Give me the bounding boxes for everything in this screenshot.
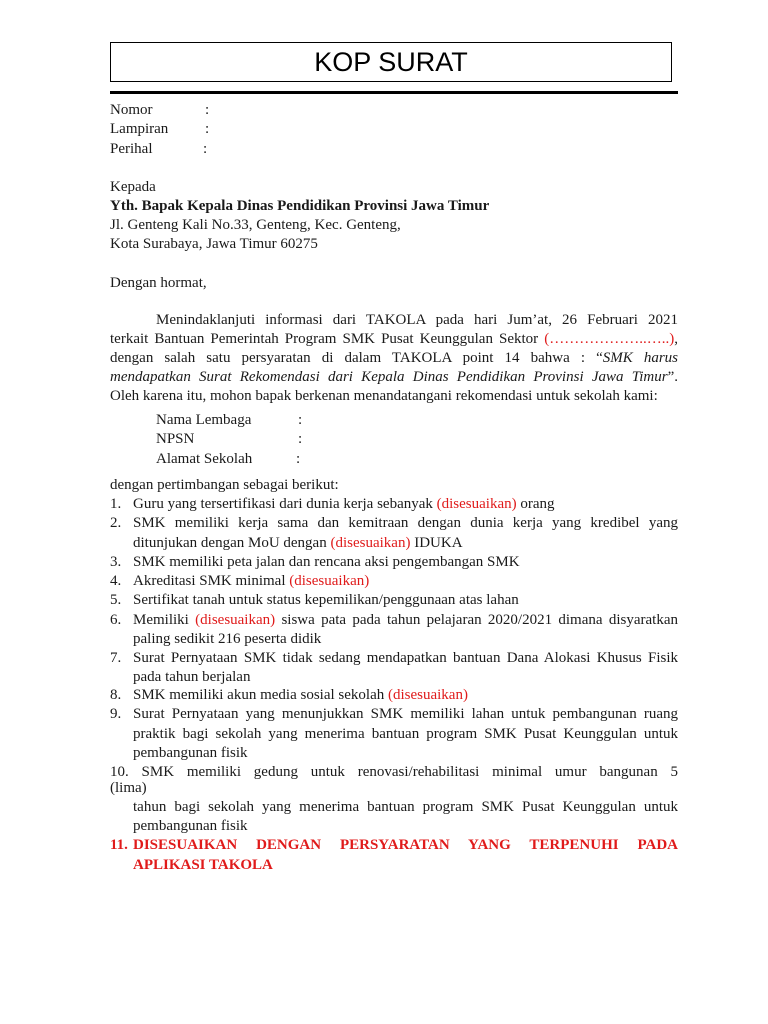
letterhead-title: KOP SURAT [314,46,468,77]
field-nomor [110,101,678,120]
list-item-cont: (lima) [110,780,147,796]
field-colon: : [205,121,210,137]
field-lampiran [110,120,678,139]
list-number: 11. [110,837,128,853]
list-item: Akreditasi SMK minimal (disesuaikan) [133,573,370,589]
recipient-name: Yth. Bapak Kepala Dinas Pendidikan Provinsi Jawa Timur [110,198,490,214]
field-label: Lampiran [110,121,169,137]
recipient-address-1: Jl. Genteng Kali No.33, Genteng, Kec. Genteng, [110,217,401,233]
list-item-cont: pada tahun berjalan [133,669,251,685]
paragraph-line-3: dengan salah satu persyaratan di dalam TAKOLA point 14 bahwa : “SMK harus [110,350,679,366]
list-number: 3. [110,554,122,570]
field-colon: : [205,102,210,118]
greeting: Dengan hormat, [110,275,207,291]
list-item: 10. SMK memiliki gedung untuk renovasi/rehabilitasi minimal umur bangunan 5 [110,764,678,780]
field-perihal [110,140,678,159]
letterhead-box [110,42,672,82]
list-item: Surat Pernyataan yang menunjukkan SMK memiliki lahan untuk pembangunan ruang [133,706,678,722]
list-item: Surat Pernyataan SMK tidak sedang mendapatkan bantuan Dana Alokasi Khusus Fisik [133,650,678,666]
school-npsn: NPSN : [156,431,303,447]
consider-intro: dengan pertimbangan sebagai berikut: [110,477,339,493]
school-alamat: Alamat Sekolah : [156,451,301,467]
list-item-cont: ditunjukan dengan MoU dengan (disesuaikan) IDUKA [133,535,463,551]
list-item-cont: APLIKASI TAKOLA [133,857,273,873]
list-number: 6. [110,612,122,628]
list-item: Sertifikat tanah untuk status kepemilikan/penggunaan atas lahan [133,592,519,608]
field-label: Perihal [110,141,153,157]
recipient-kepada: Kepada [110,179,156,195]
list-item: DISESUAIKAN DENGAN PERSYARATAN YANG TERPENUHI PADA [133,837,678,853]
list-item-cont: pembangunan fisik [133,745,248,761]
paragraph-line-5: Oleh karena itu, mohon bapak berkenan menandatangani rekomendasi untuk sekolah kami: [110,388,658,404]
school-nama: Nama Lembaga : [156,412,303,428]
list-number: 9. [110,706,122,722]
paragraph-line-1: Menindaklanjuti informasi dari TAKOLA pada hari Jum’at, 26 Februari 2021 [156,312,678,328]
list-number: 2. [110,515,122,531]
list-item-cont: praktik bagi sekolah yang menerima bantuan program SMK Pusat Keunggulan untuk [133,726,678,742]
list-number: 7. [110,650,122,666]
list-number: 1. [110,496,122,512]
paragraph-line-2: terkait Bantuan Pemerintah Program SMK Pusat Keunggulan Sektor (………………..…..), [110,331,678,347]
sector-placeholder: (………………..…..) [544,331,675,347]
letterhead-rule [110,91,678,94]
list-number: 5. [110,592,122,608]
field-colon: : [203,141,208,157]
recipient-address-2: Kota Surabaya, Jawa Timur 60275 [110,236,318,252]
list-item-cont: paling sedikit 216 peserta didik [133,631,322,647]
list-item: Guru yang tersertifikasi dari dunia kerja sebanyak (disesuaikan) orang [133,496,555,512]
list-number: 8. [110,687,122,703]
list-item: SMK memiliki kerja sama dan kemitraan dengan dunia kerja yang kredibel yang [133,515,678,531]
paragraph-line-4: mendapatkan Surat Rekomendasi dari Kepala Dinas Pendidikan Provinsi Jawa Timur”. [110,369,678,385]
list-item-cont: tahun bagi sekolah yang menerima bantuan program SMK Pusat Keunggulan untuk [133,799,678,815]
list-item: SMK memiliki peta jalan dan rencana aksi pengembangan SMK [133,554,520,570]
list-item: SMK memiliki akun media sosial sekolah (disesuaikan) [133,687,468,703]
list-item-cont: pembangunan fisik [133,818,248,834]
field-label: Nomor [110,102,153,118]
list-number: 4. [110,573,122,589]
list-item: Memiliki (disesuaikan) siswa pata pada tahun pelajaran 2020/2021 dimana disyaratkan [133,612,678,628]
